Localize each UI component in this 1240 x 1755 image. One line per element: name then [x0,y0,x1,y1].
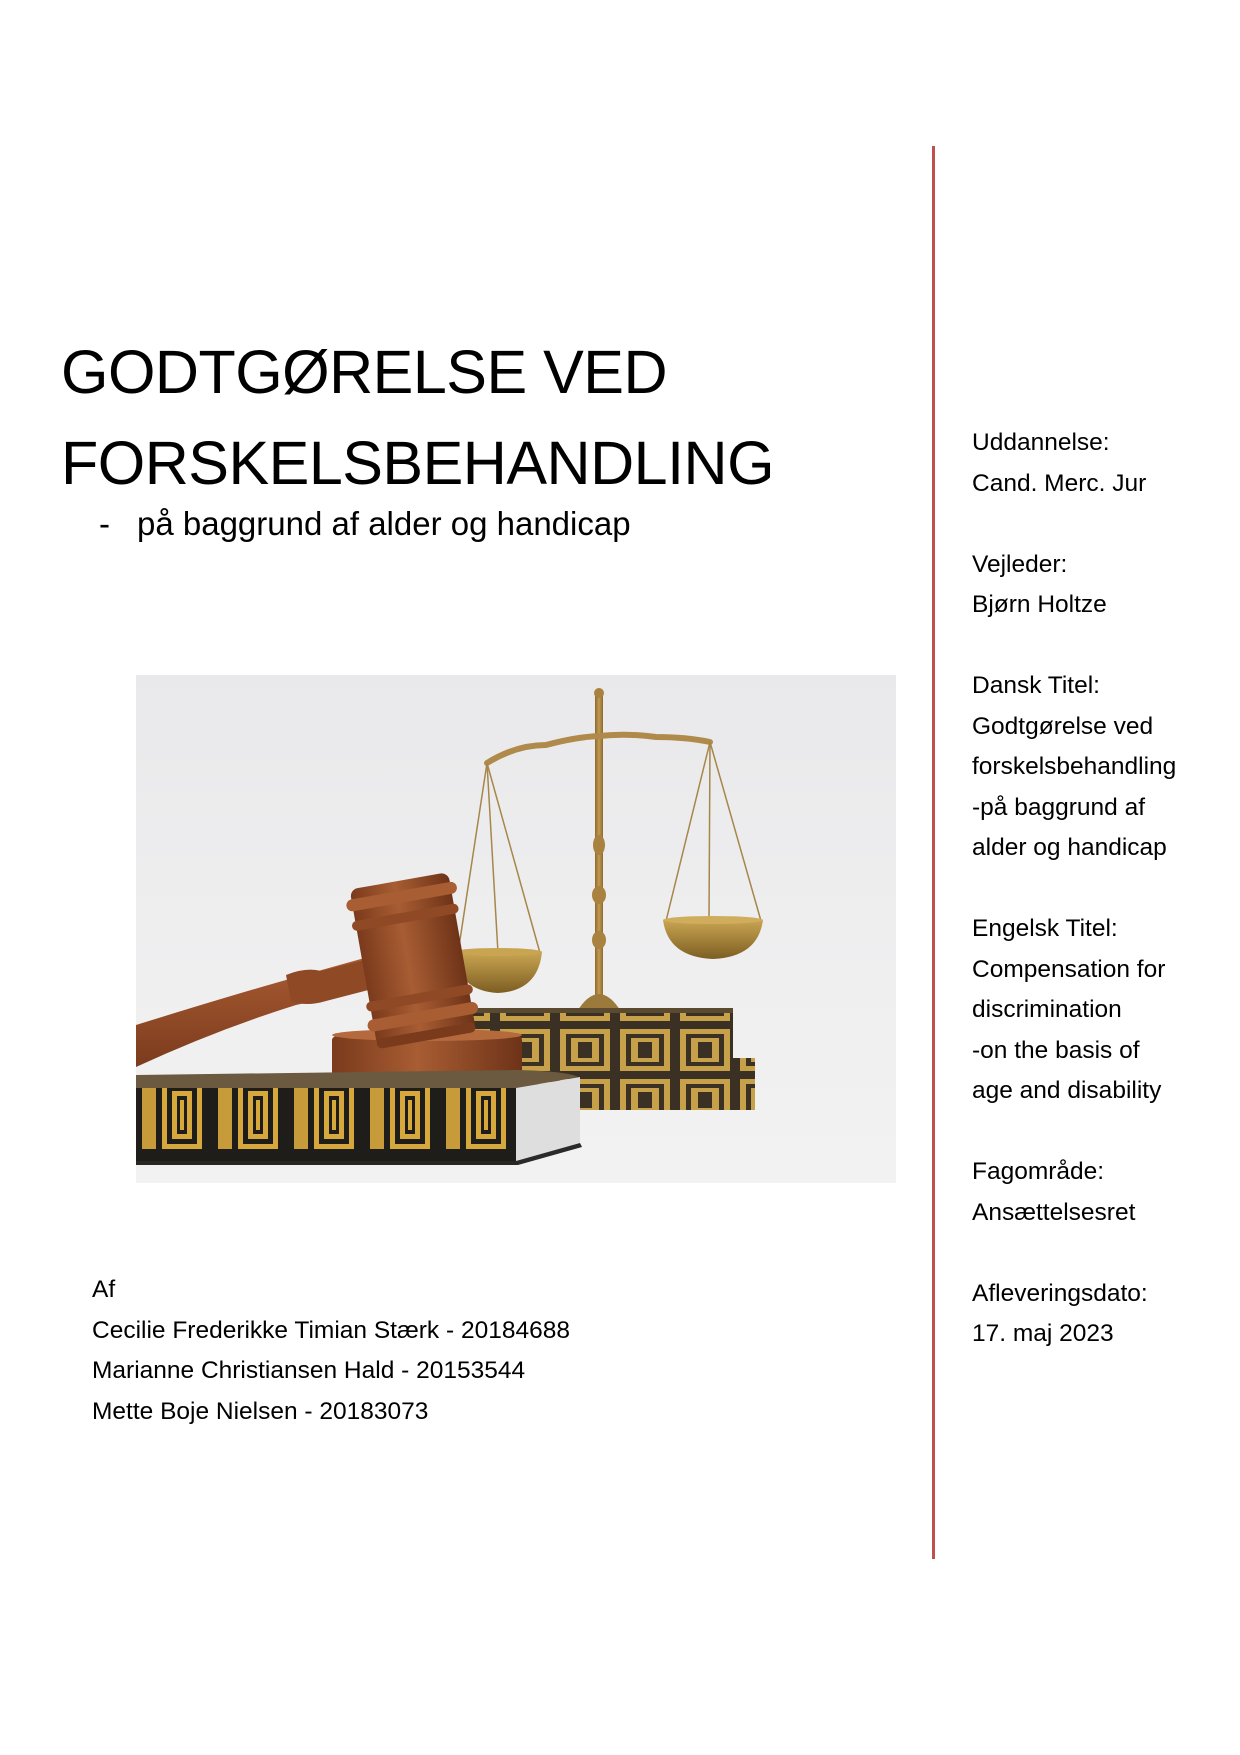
info-value: 17. maj 2023 [972,1320,1114,1347]
front-book [136,1070,582,1165]
gavel-and-scales-illustration [136,675,896,1183]
authors-label: Af [92,1276,116,1303]
info-value: Ansættelsesret [972,1198,1136,1226]
info-vejleder [972,545,1176,626]
info-label: Fagområde: [972,1158,1105,1185]
page-title [61,327,774,509]
authors-block [92,1270,570,1432]
info-panel [972,423,1176,1395]
info-value: -på baggrund af [972,793,1145,821]
author-1: Cecilie Frederikke Timian Stærk - 20184688 [92,1316,570,1344]
info-engelsk-titel [972,909,1176,1112]
info-label: Uddannelse: [972,429,1110,456]
info-fagomraade [972,1152,1176,1233]
subtitle-bullet: - [99,505,110,542]
author-3: Mette Boje Nielsen - 20183073 [92,1397,429,1425]
info-value: discrimination [972,996,1122,1023]
info-label: Dansk Titel: [972,672,1100,699]
info-dansk-titel [972,666,1176,869]
info-uddannelse [972,423,1176,504]
info-value: Bjørn Holtze [972,591,1107,618]
info-label: Vejleder: [972,550,1068,578]
subtitle [99,504,631,544]
title-line-1: GODTGØRELSE VED [61,338,668,406]
info-value: -on the basis of [972,1036,1140,1064]
vertical-divider [932,146,935,1559]
info-value: age and disability [972,1077,1162,1104]
cover-image [136,675,896,1183]
title-line-2: FORSKELSBEHANDLING [61,429,775,497]
info-value: forskelsbehandling [972,753,1177,780]
author-2: Marianne Christiansen Hald - 20153544 [92,1357,526,1384]
info-label: Engelsk Titel: [972,915,1118,942]
subtitle-text: på baggrund af alder og handicap [137,505,631,542]
info-label: Afleveringsdato: [972,1279,1148,1307]
info-afleveringsdato [972,1274,1176,1355]
info-value: Cand. Merc. Jur [972,469,1147,497]
info-value: alder og handicap [972,834,1167,861]
info-value: Compensation for [972,955,1166,983]
info-value: Godtgørelse ved [972,712,1154,740]
